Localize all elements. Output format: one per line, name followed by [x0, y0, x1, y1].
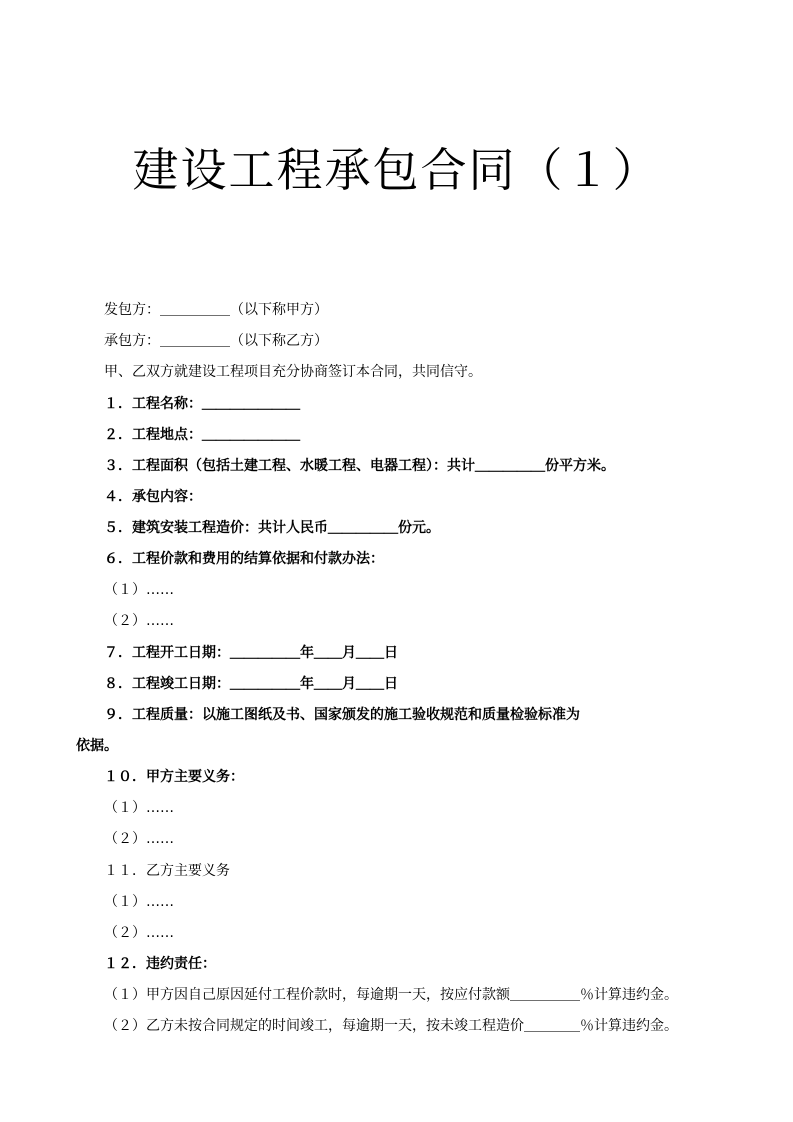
- clause-10-party-a-duties: １０．甲方主要义务：: [104, 769, 244, 785]
- clause-11-item-2: （２）……: [104, 925, 174, 941]
- clause-6-item-1: （１）……: [104, 582, 174, 598]
- intro-paragraph: 甲、乙双方就建设工程项目充分协商签订本合同，共同信守。: [104, 364, 482, 380]
- clause-2-project-location: ２．工程地点：＿＿＿＿＿＿＿: [104, 427, 300, 443]
- clause-10-item-2: （２）……: [104, 831, 174, 847]
- clause-1-project-name: １．工程名称：＿＿＿＿＿＿＿: [104, 396, 300, 412]
- party-a-line: 发包方：＿＿＿＿＿（以下称甲方）: [104, 302, 328, 318]
- clause-10-item-1: （１）……: [104, 800, 174, 816]
- document-title: 建设工程承包合同（１）: [132, 143, 661, 197]
- clause-11-party-b-duties: １１．乙方主要义务: [104, 863, 230, 879]
- clause-6-settlement: ６．工程价款和费用的结算依据和付款办法：: [104, 551, 384, 567]
- clause-4-contract-content: ４．承包内容：: [104, 489, 202, 505]
- clause-6-item-2: （２）……: [104, 613, 174, 629]
- party-b-line: 承包方：＿＿＿＿＿（以下称乙方）: [104, 333, 328, 349]
- clause-12-liability: １２．违约责任：: [104, 956, 216, 972]
- clause-12-item-1: （１）甲方因自己原因延付工程价款时，每逾期一天，按应付款额＿＿＿＿＿％计算违约金。: [104, 987, 678, 1003]
- clause-7-start-date: ７．工程开工日期：＿＿＿＿＿年＿＿月＿＿日: [104, 645, 398, 661]
- clause-8-completion-date: ８．工程竣工日期：＿＿＿＿＿年＿＿月＿＿日: [104, 676, 398, 692]
- clause-5-construction-cost: ５．建筑安装工程造价：共计人民币＿＿＿＿＿份元。: [104, 520, 440, 536]
- clause-9-continuation: 依据。: [76, 738, 118, 754]
- clause-12-item-2: （２）乙方未按合同规定的时间竣工，每逾期一天，按未竣工程造价＿＿＿＿％计算违约金。: [104, 1018, 678, 1034]
- clause-3-project-area: ３．工程面积（包括土建工程、水暖工程、电器工程）：共计＿＿＿＿＿份平方米。: [104, 458, 615, 474]
- clause-11-item-1: （１）……: [104, 894, 174, 910]
- clause-9-quality: ９．工程质量：以施工图纸及书、国家颁发的施工验收规范和质量检验标准为: [104, 707, 580, 723]
